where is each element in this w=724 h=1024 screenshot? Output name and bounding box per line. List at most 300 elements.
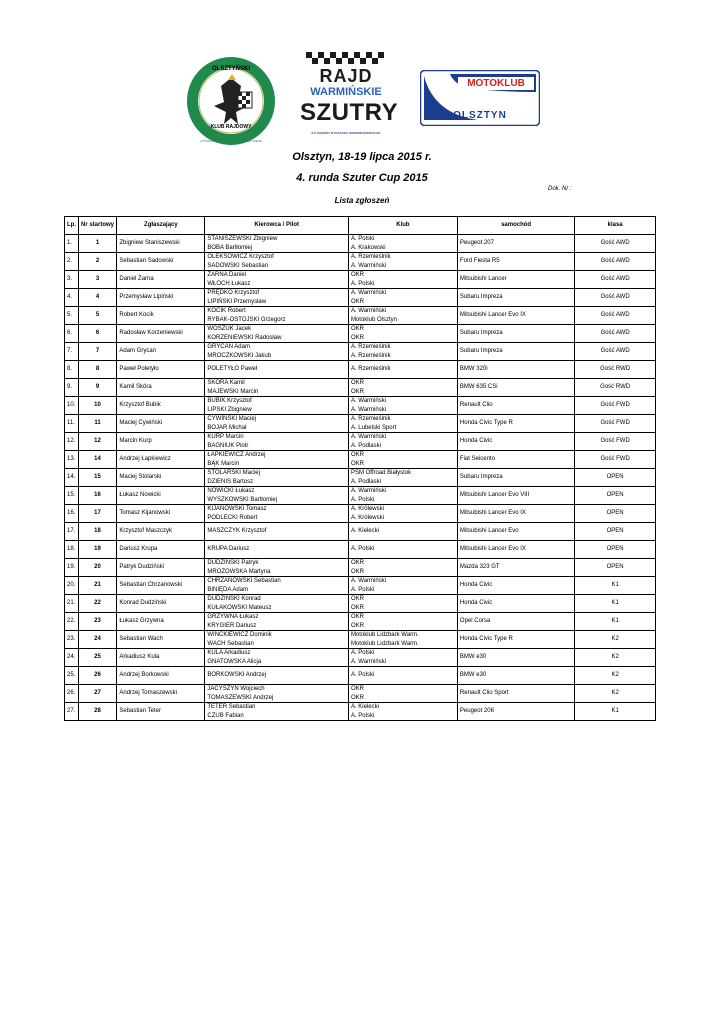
row-car: Mitsubishi Lancer Evo [457,523,574,541]
row-pilot: LIPSKI Zbigniew [207,406,252,413]
row-class: K2 [575,649,656,667]
row-driver: KOCIK Robert [207,308,246,314]
row-class: OPEN [575,559,656,577]
row-lp: 10. [65,397,79,415]
row-pilot: MROZOWSKA Martyna [207,568,271,575]
row-start-number: 6 [78,325,117,343]
row-driver-pilot [205,487,349,505]
row-car: Honda Civic Type R [457,415,574,433]
row-entrant: Andrzej Łapkiewicz [117,451,205,469]
row-lp: 5. [65,307,79,325]
event-round: 4. runda Szuter Cup 2015 [296,172,428,184]
table-row [65,415,656,433]
row-club [348,559,457,577]
row-club-driver: A. Kielecki [350,528,379,535]
row-club-driver: A. Rzemieślnik [350,344,391,350]
row-club [348,613,457,631]
row-car: Honda Civic [457,433,574,451]
table-row [65,523,656,541]
row-lp: 4. [65,289,79,307]
row-start-number: 24 [78,631,117,649]
row-class: Gość AWD [575,343,656,361]
row-entrant: Łukasz Grzywna [117,613,205,631]
column-header-class: klasa [575,217,656,235]
row-club-pilot: OKR [350,694,364,701]
row-pilot: KRYGIER Dariusz [207,622,257,629]
row-driver-pilot [205,343,349,361]
row-club-driver: A. Warmiński [350,398,387,404]
table-row [65,559,656,577]
row-club-pilot: A. Polski [350,280,375,287]
row-club [348,325,457,343]
row-club [348,667,457,685]
row-club [348,631,457,649]
row-driver-pilot [205,289,349,307]
center-logo-warminskie: WARMIŃSKIE [310,86,382,98]
row-start-number: 8 [78,361,117,379]
row-entrant: Sebastian Sadowski [117,253,205,271]
row-entrant: Maciej Cywiński [117,415,205,433]
row-car: BMW e30 [457,667,574,685]
row-class: Gość AWD [575,325,656,343]
row-club [348,397,457,415]
row-lp: 13. [65,451,79,469]
row-club [348,703,457,721]
row-pilot: KUŁAKOWSKI Mateusz [207,604,272,611]
row-lp: 7. [65,343,79,361]
row-start-number: 23 [78,613,117,631]
row-club-pilot: OKR [350,622,364,629]
row-lp: 15. [65,487,79,505]
row-club-pilot: OKR [350,388,364,395]
row-driver-pilot [205,541,349,559]
row-entrant: Andrzej Tomaszewski [117,685,205,703]
row-entrant: Tomasz Kijanowski [117,505,205,523]
table-row [65,577,656,595]
row-club-pilot: Motoklub Olsztyn [350,316,397,323]
row-entrant: Radosław Korzeniewski [117,325,205,343]
row-club-pilot: A. Warmiński [350,262,387,269]
row-driver-pilot [205,307,349,325]
row-driver-pilot [205,685,349,703]
row-driver-pilot [205,505,349,523]
row-lp: 23. [65,631,79,649]
row-driver: ŻARNA Daniel [207,272,247,278]
row-car: Subaru Impreza [457,289,574,307]
row-lp: 22. [65,613,79,631]
table-row [65,505,656,523]
row-club-pilot: OKR [350,604,364,611]
row-class: Gość FWD [575,451,656,469]
event-date: Olsztyn, 18-19 lipca 2015 r. [292,151,432,163]
row-driver-pilot [205,433,349,451]
row-driver-pilot [205,595,349,613]
table-row [65,379,656,397]
row-driver: KRUPA Dariusz [207,546,250,553]
row-lp: 6. [65,325,79,343]
row-car: Mitsubishi Lancer Evo IX [457,307,574,325]
row-entrant: Dariusz Krupa [117,541,205,559]
row-driver: DUDZIŃSKI Konrad [207,596,261,602]
row-start-number: 25 [78,649,117,667]
center-logo-szutry: SZUTRY [300,99,399,126]
row-car: Fiat Seicento [457,451,574,469]
row-club-driver: A. Kielecki [350,704,379,710]
row-start-number: 16 [78,487,117,505]
table-row [65,685,656,703]
row-driver: JACYSZYN Wojciech [207,686,265,692]
row-driver: BUBIK Krzysztof [207,398,252,404]
row-pilot: BINIĘDA Adam [207,586,249,593]
row-driver: STANISZEWSKI Zbigniew [207,236,278,242]
row-driver: MASZCZYK Krzysztof [207,528,267,535]
row-class: K1 [575,577,656,595]
row-driver-pilot [205,523,349,541]
row-lp: 16. [65,505,79,523]
row-start-number: 22 [78,595,117,613]
row-driver-pilot [205,253,349,271]
row-club-driver: A. Warmiński [350,290,387,296]
row-club-pilot: A. Krakowski [350,244,386,251]
left-logo-bottom-text: KLUB RAJDOWY [210,124,252,130]
row-entrant: Łukasz Nowicki [117,487,205,505]
row-driver-pilot [205,325,349,343]
entry-list-table [64,216,656,721]
row-driver: DUDZIŃSKI Patryk [207,560,259,566]
row-start-number: 10 [78,397,117,415]
row-pilot: BOJAR Michał [207,424,247,431]
column-header-driver-pilot: Kierowca / Pilot [205,217,349,235]
row-club-pilot: A. Warmiński [350,406,387,413]
row-driver-pilot [205,667,349,685]
row-club-pilot: A. Polski [350,712,375,719]
row-driver-pilot [205,559,349,577]
row-driver: GRZYWNA Łukasz [207,614,259,620]
row-pilot: WŁOCH Łukasz [207,280,251,287]
row-car: BMW 320i [457,361,574,379]
row-driver: TETER Sebastian [207,704,256,710]
row-pilot: WYSZKOWSKI Bartłomiej [207,496,278,503]
row-lp: 3. [65,271,79,289]
row-club [348,379,457,397]
row-entrant: Daniel Żarna [117,271,205,289]
row-club [348,523,457,541]
table-row [65,469,656,487]
row-club-pilot: OKR [350,460,364,467]
row-class: Gość AWD [575,271,656,289]
row-start-number: 7 [78,343,117,361]
row-start-number: 1 [78,235,117,253]
table-row [65,307,656,325]
row-lp: 20. [65,577,79,595]
row-driver-pilot [205,613,349,631]
row-driver: GRYCAN Adam [207,344,250,350]
row-club-pilot: A. Rzemieślnik [350,352,391,359]
row-start-number: 11 [78,415,117,433]
row-club-pilot: A. Lubelski Sport [350,424,397,431]
document-number-label: Dok. Nr : [548,186,572,192]
column-header-club: Klub [348,217,457,235]
row-lp: 1. [65,235,79,253]
row-entrant: Marcin Kurp [117,433,205,451]
row-club-pilot: Motoklub Lidzbark Warm. [350,640,419,647]
row-car: Mitsubishi Lancer Evo IX [457,505,574,523]
row-lp: 2. [65,253,79,271]
row-start-number: 27 [78,685,117,703]
table-row [65,451,656,469]
table-row [65,271,656,289]
row-start-number: 9 [78,379,117,397]
row-class: OPEN [575,505,656,523]
row-club-pilot: OKR [350,298,364,305]
row-club [348,469,457,487]
table-row [65,397,656,415]
row-car: Honda Civic [457,595,574,613]
row-driver: POLETYŁO Paweł [207,366,258,373]
row-lp: 9. [65,379,79,397]
row-driver: ŁAPKIEWICZ Andrzej [207,452,266,458]
row-lp: 21. [65,595,79,613]
row-start-number: 28 [78,703,117,721]
row-class: K2 [575,631,656,649]
list-title: Lista zgłoszeń [334,196,390,205]
row-club [348,361,457,379]
row-car: Mitsubishi Lancer Evo VIII [457,487,574,505]
row-car: BMW e30 [457,649,574,667]
row-entrant: Patryk Dudziński [117,559,205,577]
row-club-pilot: A. Polski [350,496,375,503]
row-entrant: Adam Grycan [117,343,205,361]
row-entrant: Sebastian Teter [117,703,205,721]
row-club-driver: A. Rzemieślnik [350,416,391,422]
row-driver: OLEKSOWICZ Krzysztof [207,254,274,260]
row-class: Gość RWD [575,361,656,379]
row-club-driver: A. Warmiński [350,308,387,314]
row-club-pilot: OKR [350,568,364,575]
row-car: Opel Corsa [457,613,574,631]
row-class: OPEN [575,523,656,541]
row-start-number: 3 [78,271,117,289]
row-lp: 8. [65,361,79,379]
row-car: Mitsubishi Lancer Evo IX [457,541,574,559]
row-start-number: 2 [78,253,117,271]
row-club [348,595,457,613]
row-club [348,577,457,595]
row-start-number: 26 [78,667,117,685]
row-driver: CHRZANOWSKI Sebastian [207,578,281,584]
row-entrant: Robert Kocik [117,307,205,325]
row-club-driver: PSM Offroad Białystok [350,470,412,476]
row-driver-pilot [205,379,349,397]
table-row [65,649,656,667]
table-row [65,541,656,559]
row-driver-pilot [205,649,349,667]
table-row [65,361,656,379]
row-start-number: 18 [78,523,117,541]
row-driver: STOLARSKI Maciej [207,470,260,476]
row-class: OPEN [575,469,656,487]
row-car: Ford Fiesta R5 [457,253,574,271]
row-club-driver: A. Warmiński [350,578,387,584]
row-entrant: Krzysztof Maszczyk [117,523,205,541]
row-club [348,235,457,253]
row-club-driver: OKR [350,272,364,278]
row-class: Gość AWD [575,289,656,307]
row-entrant: Krzysztof Bubik [117,397,205,415]
row-driver-pilot [205,703,349,721]
row-pilot: RYBAK-OSTOJSKI Grzegorz [207,316,286,323]
right-logo-olsztyn: OLSZTYN [453,110,507,121]
row-club-driver: A. Polski [350,546,375,553]
table-header-row [65,217,656,235]
table-row [65,595,656,613]
row-entrant: Andrzej Borkowski [117,667,205,685]
row-entrant: Przemysław Lipiński [117,289,205,307]
row-class: K2 [575,685,656,703]
row-club-driver: A. Warmiński [350,488,387,494]
entry-rows [65,235,656,721]
row-class: Gość AWD [575,307,656,325]
row-car: Peugeot 207 [457,235,574,253]
row-driver: CYWIŃSKI Maciej [207,416,257,422]
row-lp: 27. [65,703,79,721]
row-club [348,685,457,703]
row-club-driver: A. Rzemieślnik [350,366,391,373]
row-club-pilot: A. Podlaski [350,442,381,449]
row-lp: 26. [65,685,79,703]
column-header-car: samochód [457,217,574,235]
row-club [348,289,457,307]
row-driver-pilot [205,451,349,469]
column-header-lp: Lp. [65,217,79,235]
row-driver-pilot [205,415,349,433]
row-class: Gość AWD [575,235,656,253]
row-club [348,271,457,289]
row-entrant: Sebastian Wach [117,631,205,649]
row-driver-pilot [205,235,349,253]
row-class: K1 [575,703,656,721]
row-pilot: LIPIŃSKI Przemysław [207,298,267,305]
row-entrant: Arkadiusz Kula [117,649,205,667]
row-class: OPEN [575,487,656,505]
row-pilot: PODLECKI Robert [207,514,258,521]
row-entrant: Sebastian Chrzanowski [117,577,205,595]
row-lp: 25. [65,667,79,685]
row-lp: 18. [65,541,79,559]
row-start-number: 21 [78,577,117,595]
row-start-number: 19 [78,541,117,559]
row-club-driver: OKR [350,380,364,386]
row-pilot: KORZENIEWSKI Radosław [207,334,282,341]
row-pilot: BAGNIUK Piotr [207,442,249,449]
right-logo-motoklub: MOTOKLUB [467,78,525,89]
row-club-driver: OKR [350,452,364,458]
row-class: OPEN [575,541,656,559]
row-driver: WOSZUK Jacek [207,326,252,332]
row-club-driver: OKR [350,596,364,602]
row-club-pilot: A. Podlaski [350,478,381,485]
row-driver: SKÓRA Kamil [207,380,245,386]
table-row [65,325,656,343]
row-club-pilot: OKR [350,334,364,341]
row-entrant: Kamil Skóra [117,379,205,397]
table-row [65,253,656,271]
row-entrant: Zbigniew Staniszewski [117,235,205,253]
row-lp: 11. [65,415,79,433]
row-lp: 24. [65,649,79,667]
row-pilot: CZUB Fabian [207,712,244,719]
table-row [65,613,656,631]
row-club-driver: Motoklub Lidzbark Warm. [350,632,419,638]
center-logo-rajd: RAJD [319,66,373,86]
table-row [65,667,656,685]
left-logo-top-text: OLSZTYŃSKI [211,66,250,72]
row-class: K1 [575,613,656,631]
row-club [348,415,457,433]
row-club-driver: OKR [350,614,364,620]
row-club [348,307,457,325]
row-club [348,487,457,505]
row-class: K1 [575,595,656,613]
row-class: Gość FWD [575,415,656,433]
row-lp: 14. [65,469,79,487]
row-car: Mazda 323 GT [457,559,574,577]
row-lp: 19. [65,559,79,577]
row-club [348,451,457,469]
row-lp: 12. [65,433,79,451]
row-club [348,505,457,523]
row-club [348,253,457,271]
row-pilot: BOBA Bartłomiej [207,244,253,251]
column-header-entrant: Zgłaszający [117,217,205,235]
row-club-driver: OKR [350,326,364,332]
row-driver-pilot [205,469,349,487]
row-start-number: 20 [78,559,117,577]
row-entrant: Maciej Stolarski [117,469,205,487]
row-club-pilot: A. Królewski [350,514,384,521]
row-driver-pilot [205,271,349,289]
row-pilot: GNATOWSKA Alicja [207,658,262,665]
row-driver: KURP Marcin [207,434,244,440]
row-club-driver: A. Warmiński [350,434,387,440]
row-car: Renault Clio Sport [457,685,574,703]
table-row [65,289,656,307]
row-entrant: Konrad Dudziński [117,595,205,613]
row-pilot: TOMASZEWSKI Andrzej [207,694,274,701]
row-car: Subaru Impreza [457,325,574,343]
row-start-number: 15 [78,469,117,487]
row-club-driver: A. Polski [350,236,375,242]
row-class: Gość FWD [575,433,656,451]
row-start-number: 5 [78,307,117,325]
row-pilot: DZIENIS Bartosz [207,478,254,485]
table-row [65,631,656,649]
row-car: Subaru Impreza [457,343,574,361]
row-car: Renault Clio [457,397,574,415]
row-club-driver: A. Polski [350,672,375,679]
row-start-number: 14 [78,451,117,469]
row-driver: NOWICKI Łukasz [207,488,255,494]
table-row [65,343,656,361]
row-driver-pilot [205,631,349,649]
row-club-pilot: A. Warmiński [350,658,387,665]
table-row [65,433,656,451]
row-car: Peugeot 206 [457,703,574,721]
row-class: Gość RWD [575,379,656,397]
table-row [65,487,656,505]
row-car: Mitsubishi Lancer [457,271,574,289]
row-driver: PRĘDKO Krzysztof [207,290,260,296]
